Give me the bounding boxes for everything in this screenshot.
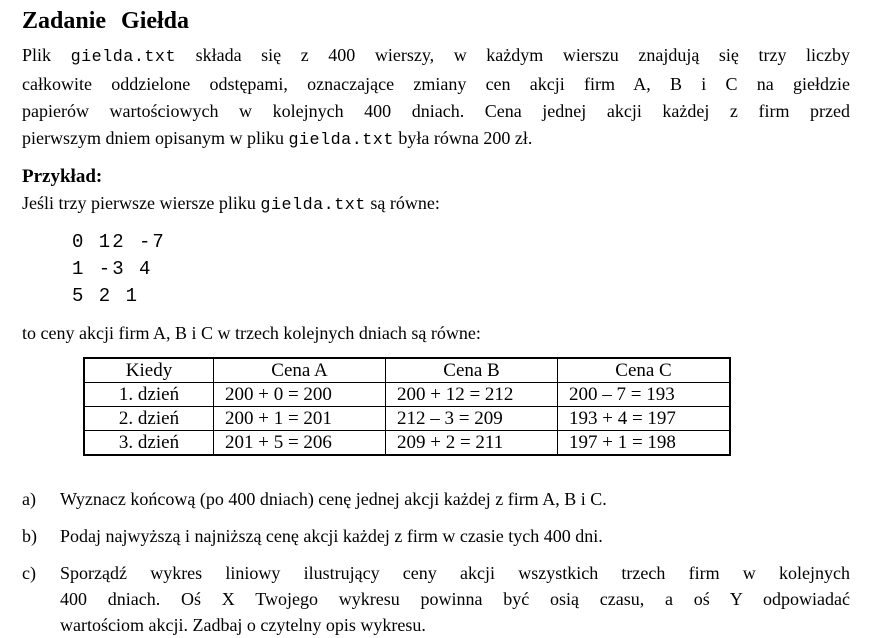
text-line: 400 dniach. Oś X Twojego wykresu powinna być osią czasu, a oś Y odpowiadać — [60, 589, 850, 609]
text-line: Jeśli trzy pierwsze wiersze pliku gielda.txt są równe: — [22, 193, 440, 215]
text-line: Podaj najwyższą i najniższą cenę akcji każdej z firm w czasie tych 400 dni. — [60, 526, 603, 546]
task-text — [60, 486, 850, 512]
column-header-kiedy: Kiedy — [84, 358, 214, 383]
text-line: Wyznacz końcową (po 400 dniach) cenę jednej akcji każdej z firm A, B i C. — [60, 489, 607, 509]
example-intro — [22, 190, 850, 219]
task-item-b — [22, 523, 850, 549]
cell-cena-a: 200 + 0 = 200 — [214, 383, 386, 407]
table-row — [84, 383, 730, 407]
task-label: c) — [22, 563, 36, 583]
text-line: pierwszym dniem opisanym w pliku gielda.txt była równa 200 zł. — [22, 128, 533, 150]
cell-cena-c: 200 – 7 = 193 — [558, 383, 731, 407]
cell-cena-b: 212 – 3 = 209 — [386, 407, 558, 431]
column-header-cena-b: Cena B — [386, 358, 558, 383]
task-list — [22, 486, 850, 638]
task-text — [60, 560, 850, 638]
price-table — [83, 357, 731, 456]
text-line: Sporządź wykres liniowy ilustrujący ceny akcji wszystkich trzech firm w kolejnych — [60, 563, 850, 583]
column-header-cena-c: Cena C — [558, 358, 731, 383]
cell-cena-a: 200 + 1 = 201 — [214, 407, 386, 431]
text-line: 0 12 -7 — [72, 231, 166, 253]
file-sample-code — [72, 229, 850, 310]
text-line: to ceny akcji firm A, B i C w trzech kolejnych dniach są równe: — [22, 323, 481, 343]
table-row — [84, 407, 730, 431]
cell-when: 1. dzień — [84, 383, 214, 407]
table-row — [84, 431, 730, 456]
task-label: a) — [22, 489, 36, 509]
task-item-a — [22, 486, 850, 512]
task-label: b) — [22, 526, 37, 546]
task-text — [60, 523, 850, 549]
table-intro — [22, 320, 850, 347]
intro-paragraph — [22, 42, 850, 154]
cell-cena-c: 193 + 4 = 197 — [558, 407, 731, 431]
task-item-c — [22, 560, 850, 638]
text-line: 5 2 1 — [72, 285, 140, 307]
text-line: całkowite oddzielone odstępami, oznaczające zmiany cen akcji firm A, B i C na giełdzie — [22, 74, 850, 94]
table-header-row — [84, 358, 730, 383]
text-line: papierów wartościowych w kolejnych 400 dniach. Cena jednej akcji każdej z firm przed — [22, 101, 850, 121]
example-heading: Przykład: — [22, 166, 103, 187]
cell-cena-b: 200 + 12 = 212 — [386, 383, 558, 407]
text-line: 1 -3 4 — [72, 258, 153, 280]
cell-when: 3. dzień — [84, 431, 214, 456]
cell-when: 2. dzień — [84, 407, 214, 431]
cell-cena-b: 209 + 2 = 211 — [386, 431, 558, 456]
cell-cena-c: 197 + 1 = 198 — [558, 431, 731, 456]
column-header-cena-a: Cena A — [214, 358, 386, 383]
text-line: wartościom akcji. Zadbaj o czytelny opis wykresu. — [60, 615, 426, 635]
cell-cena-a: 201 + 5 = 206 — [214, 431, 386, 456]
text-line: Plik gielda.txt składa się z 400 wierszy, w każdym wierszu znajdują się trzy liczby — [22, 45, 851, 67]
page-title: Zadanie Giełda — [22, 8, 190, 34]
